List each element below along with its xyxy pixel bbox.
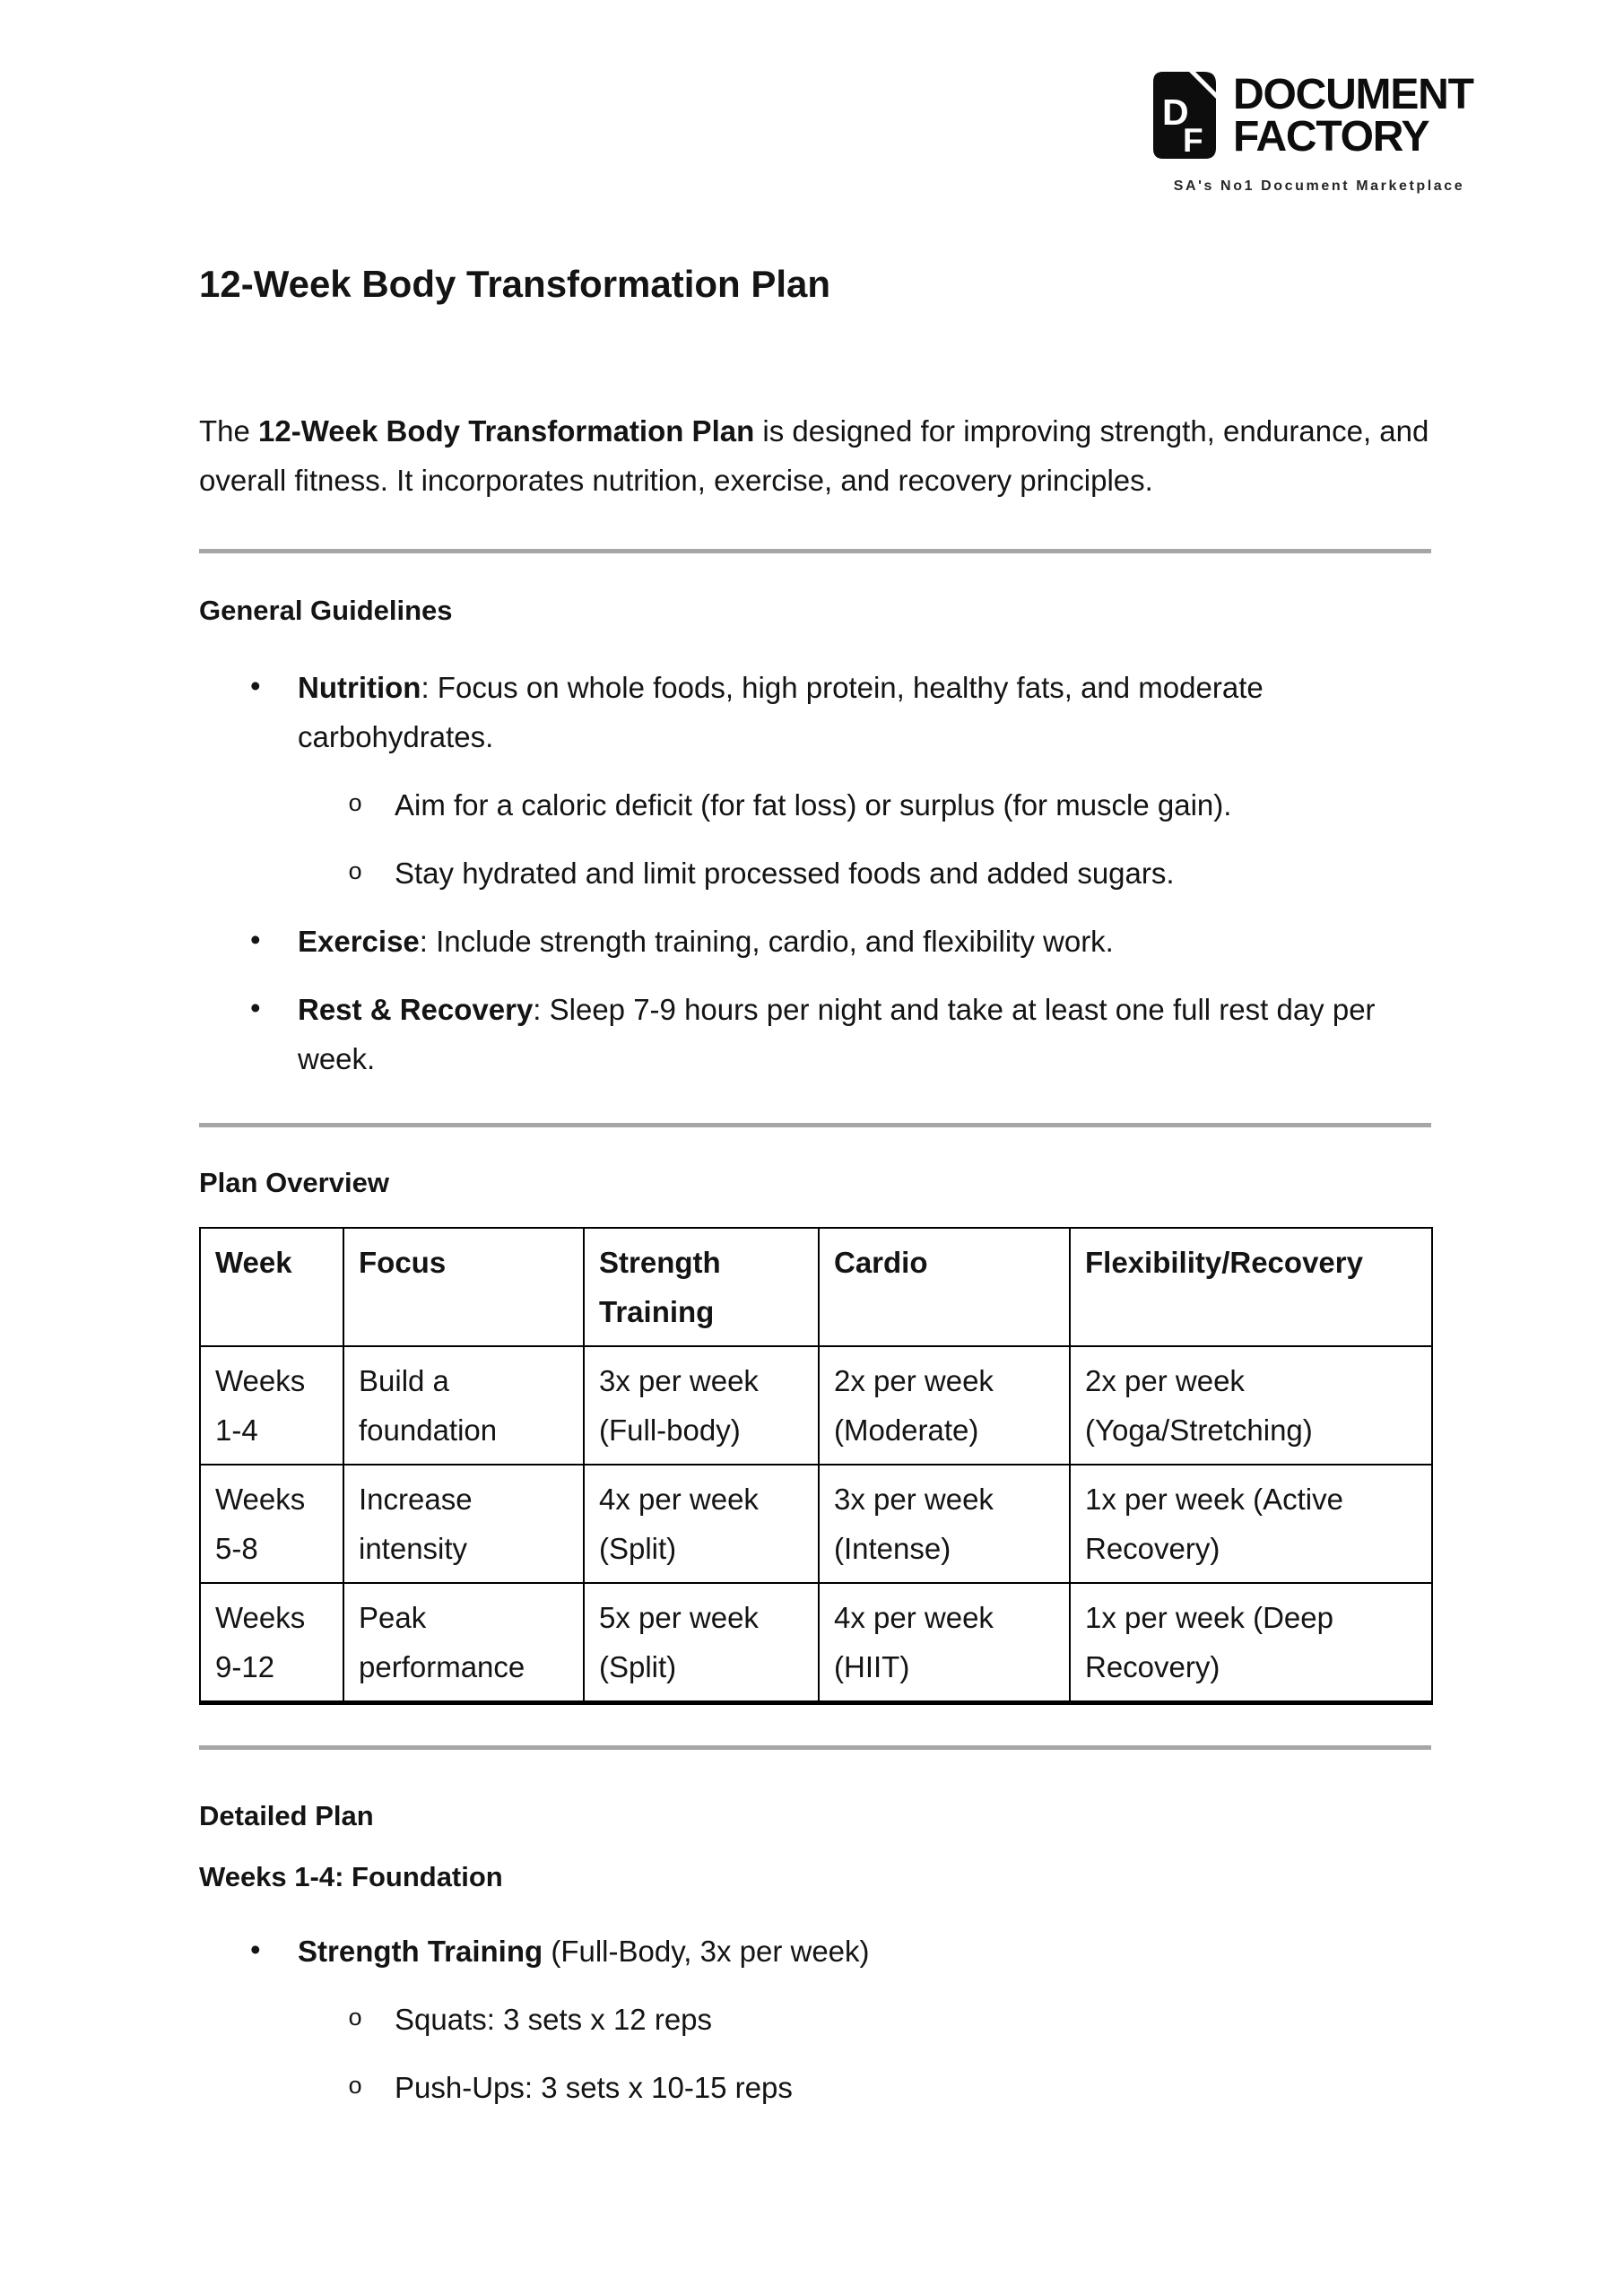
table-cell: Increase intensity	[343, 1465, 584, 1583]
table-cell: 4x per week (HIIT)	[819, 1583, 1070, 1703]
list-item-text: Push-Ups: 3 sets x 10-15 reps	[395, 2071, 793, 2104]
table-cell: 4x per week (Split)	[584, 1465, 819, 1583]
column-header-strength-training: Strength Training	[584, 1228, 819, 1346]
plan-overview-table	[199, 1227, 1433, 1705]
list-item-text: : Include strength training, cardio, and flexibility work.	[419, 925, 1114, 958]
table-cell: 5x per week (Split)	[584, 1583, 819, 1703]
intro-paragraph	[199, 406, 1431, 505]
guidelines-list	[199, 663, 1431, 1083]
list-item-rest-recovery	[199, 985, 1431, 1083]
brand-tagline: SA's No1 Document Marketplace	[1173, 178, 1465, 194]
column-header-week: Week	[200, 1228, 343, 1346]
table-cell: 2x per week (Moderate)	[819, 1346, 1070, 1465]
list-item-nutrition	[199, 663, 1431, 761]
subsection-heading-weeks-1-4: Weeks 1-4: Foundation	[199, 1861, 503, 1892]
bullet-icon: •	[250, 923, 261, 956]
circle-bullet-icon: o	[348, 792, 363, 819]
detailed-plan-list	[199, 1926, 1431, 2112]
list-item-text: Squats: 3 sets x 12 reps	[395, 2003, 713, 2036]
brand-name-line2: FACTORY	[1233, 113, 1429, 161]
bullet-icon: •	[250, 1933, 261, 1966]
list-item-text: Stay hydrated and limit processed foods and added sugars.	[395, 857, 1175, 890]
list-item-stay-hydrated	[199, 848, 1431, 898]
intro-prefix: The	[199, 414, 259, 448]
section-heading-general-guidelines: General Guidelines	[199, 595, 453, 626]
list-item-text: : Sleep 7-9 hours per night and take at least one full rest day per week.	[298, 993, 1376, 1075]
list-item-text: Aim for a caloric deficit (for fat loss) or surplus (for muscle gain).	[395, 788, 1232, 822]
brand-name-line1: DOCUMENT	[1233, 71, 1473, 118]
list-item-bold: Rest & Recovery	[298, 993, 534, 1026]
bullet-icon: •	[250, 991, 261, 1024]
list-item-exercise	[199, 917, 1431, 966]
column-header-flexibility-recovery: Flexibility/Recovery	[1070, 1228, 1432, 1346]
circle-bullet-icon: o	[348, 860, 363, 887]
section-heading-plan-overview: Plan Overview	[199, 1167, 389, 1198]
table-cell: 1x per week (Deep Recovery)	[1070, 1583, 1432, 1703]
divider	[199, 549, 1431, 553]
list-item-strength-training	[199, 1926, 1431, 1976]
table-row	[200, 1583, 1432, 1703]
table-cell: Build a foundation	[343, 1346, 584, 1465]
table-cell: Peak performance	[343, 1583, 584, 1703]
circle-bullet-icon: o	[348, 2006, 363, 2033]
list-item-bold: Strength Training	[298, 1935, 543, 1968]
bullet-icon: •	[250, 669, 261, 702]
list-item-bold: Exercise	[298, 925, 420, 958]
list-item-caloric-deficit	[199, 780, 1431, 830]
table-cell: Weeks 1-4	[200, 1346, 343, 1465]
table-cell: Weeks 5-8	[200, 1465, 343, 1583]
table-cell: 3x per week (Intense)	[819, 1465, 1070, 1583]
table-row	[200, 1465, 1432, 1583]
list-item-push-ups	[199, 2063, 1431, 2112]
list-item-text: : Focus on whole foods, high protein, healthy fats, and moderate carbohydrates.	[298, 671, 1264, 753]
list-item-squats	[199, 1995, 1431, 2044]
intro-bold: 12-Week Body Transformation Plan	[258, 414, 755, 448]
divider	[199, 1123, 1431, 1127]
document-content	[199, 0, 1431, 2131]
svg-text:D: D	[1162, 91, 1189, 133]
list-item-text: (Full-Body, 3x per week)	[543, 1935, 870, 1968]
column-header-cardio: Cardio	[819, 1228, 1070, 1346]
table-cell: 1x per week (Active Recovery)	[1070, 1465, 1432, 1583]
table-cell: Weeks 9-12	[200, 1583, 343, 1703]
list-item-bold: Nutrition	[298, 671, 421, 704]
circle-bullet-icon: o	[348, 2074, 363, 2101]
intro-rest: is designed for improving strength, endurance, and overall fitness. It incorporates nutrition, exercise, and recovery principles.	[199, 414, 1429, 497]
table-cell: 3x per week (Full-body)	[584, 1346, 819, 1465]
table-header-row	[200, 1228, 1432, 1346]
section-heading-detailed-plan: Detailed Plan	[199, 1800, 374, 1831]
svg-text:F: F	[1183, 122, 1203, 159]
page-title: 12-Week Body Transformation Plan	[199, 263, 831, 305]
table-cell: 2x per week (Yoga/Stretching)	[1070, 1346, 1432, 1465]
divider	[199, 1745, 1431, 1750]
column-header-focus: Focus	[343, 1228, 584, 1346]
table-row	[200, 1346, 1432, 1465]
